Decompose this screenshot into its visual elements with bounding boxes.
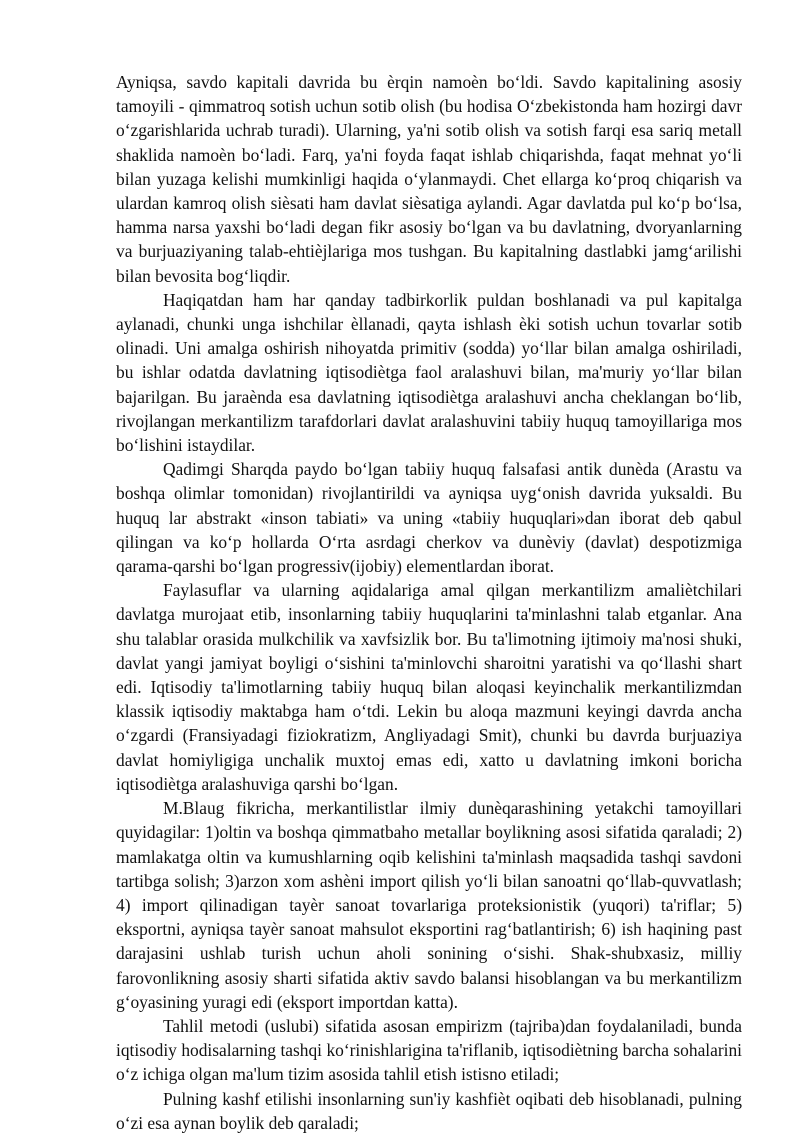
paragraph-tahlil-metodi: Tahlil metodi (uslubi) sifatida asosan empirizm (tajriba)dan foydalaniladi, bunda iqtisodiy hodisalarning tashqi ko‘rinishlarigina ta'riflanib, iqtisodiètning barcha sohalarini o‘z ichiga olgan ma'lum tizim asosida tahlil etish istisno etiladi; <box>116 1015 742 1085</box>
document-page <box>116 70 742 1135</box>
paragraph-faylasuflar: Faylasuflar va ularning aqidalariga amal qilgan merkantilizm amaliètchilari davlatga murojaat etib, insonlarning tabiiy huquqlarini ta'minlashni talab etganlar. Ana shu talablar orasida mulkchilik va xavfsizlik bor. Bu ta'limotning ijtimoiy ma'nosi shuki, davlat yangi jamiyat boyligi o‘sishini ta'minlovchi sharoitni yaratishi va qo‘llashi shart edi. Iqtisodiy ta'limotlarning tabiiy huquq bilan aloqasi keyinchalik merkantilizmdan klassik iqtisodiy maktabga ham o‘tdi. Lekin bu aloqa mazmuni keyingi davrda ancha o‘zgardi (Fransiyadagi fiziokratizm, Angliyadagi Smit), chunki bu davrda burjuaziya davlat homiyligiga unchalik muxtoj emas edi, xatto u davlatning imkoni boricha iqtisodiètga aralashuviga qarshi bo‘lgan. <box>116 580 742 794</box>
paragraph-savdo-kapitali: Ayniqsa, savdo kapitali davrida bu èrqin namoèn bo‘ldi. Savdo kapitalining asosiy tamoyili - qimmatroq sotish uchun sotib olish (bu hodisa O‘zbekistonda ham hozirgi davr o‘zgarishlarida uchrab turadi). Ularning, ya'ni sotib olish va sotish farqi esa sariq metall shaklida namoèn bo‘ladi. Farq, ya'ni foyda faqat ishlab chiqarishda, faqat mehnat yo‘li bilan yuzaga kelishi mumkinligi haqida o‘ylanmaydi. Chet ellarga ko‘proq chiqarish va ulardan kamroq olish sièsati ham davlat sièsatiga aylandi. Agar davlatda pul ko‘p bo‘lsa, hamma narsa yaxshi bo‘ladi degan fikr asosiy bo‘lgan va bu davlatning, dvoryanlarning va burjuaziyaning talab-ehtièjlariga mos tushgan. Bu kapitalning dastlabki jamg‘arilishi bilan bevosita bog‘liqdir. <box>116 72 742 286</box>
paragraph-tabiiy-huquq: Qadimgi Sharqda paydo bo‘lgan tabiiy huquq falsafasi antik dunèda (Arastu va boshqa olimlar tomonidan) rivojlantirildi va ayniqsa uyg‘onish davrida yuksaldi. Bu huquq lar abstrakt «inson tabiati» va uning «tabiiy huquqlari»dan iborat deb qabul qilingan va ko‘p hollarda O‘rta asrdagi cherkov va dunèviy (davlat) despotizmiga qarama-qarshi bo‘lgan progressiv(ijobiy) elementlardan iborat. <box>116 459 742 577</box>
paragraph-pulning-kashf: Pulning kashf etilishi insonlarning sun'iy kashfièt oqibati deb hisoblanadi, pulning o‘zi esa aynan boylik deb qaraladi; <box>116 1088 742 1133</box>
paragraph-tadbirkorlik: Haqiqatdan ham har qanday tadbirkorlik puldan boshlanadi va pul kapitalga aylanadi, chunki unga ishchilar èllanadi, qayta ishlash èki sotish uchun tovarlar sotib olinadi. Uni amalga oshirish nihoyatda primitiv (sodda) yo‘llar bilan amalga oshiriladi, bu ishlar odatda davlatning iqtisodiètga faol aralashuvi bilan, ma'muriy yo‘llar bilan bajarilgan. Bu jaraènda esa davlatning iqtisodiètga aralashuvi ancha cheklangan bo‘lib, rivojlangan merkantilizm tarafdorlari davlat aralashuvini tabiiy huquq tamoyillariga mos bo‘lishini istaydilar. <box>116 289 742 456</box>
paragraph-blaug-tamoyillari: M.Blaug fikricha, merkantilistlar ilmiy dunèqarashining yetakchi tamoyillari quyidagilar: 1)oltin va boshqa qimmatbaho metallar boylikning asosi sifatida qaraladi; 2) mamlakatga oltin va kumushlarning oqib kelishini ta'minlash maqsadida tashqi savdoni tartibga solish; 3)arzon xom ashèni import qilish yo‘li bilan sanoatni qo‘llab-quvvatlash; 4) import qilinadigan tayèr sanoat tovarlariga proteksionistik (yuqori) ta'riflar; 5) eksportni, ayniqsa tayèr sanoat mahsulot eksportini rag‘batlantirish; 6) ish haqining past darajasini ushlab turish uchun aholi sonining o‘sishi. Shak-shubxasiz, milliy farovonlikning asosiy sharti sifatida aktiv savdo balansi hisoblangan va bu merkantilizm g‘oyasining yuragi edi (eksport importdan katta). <box>116 798 742 1012</box>
